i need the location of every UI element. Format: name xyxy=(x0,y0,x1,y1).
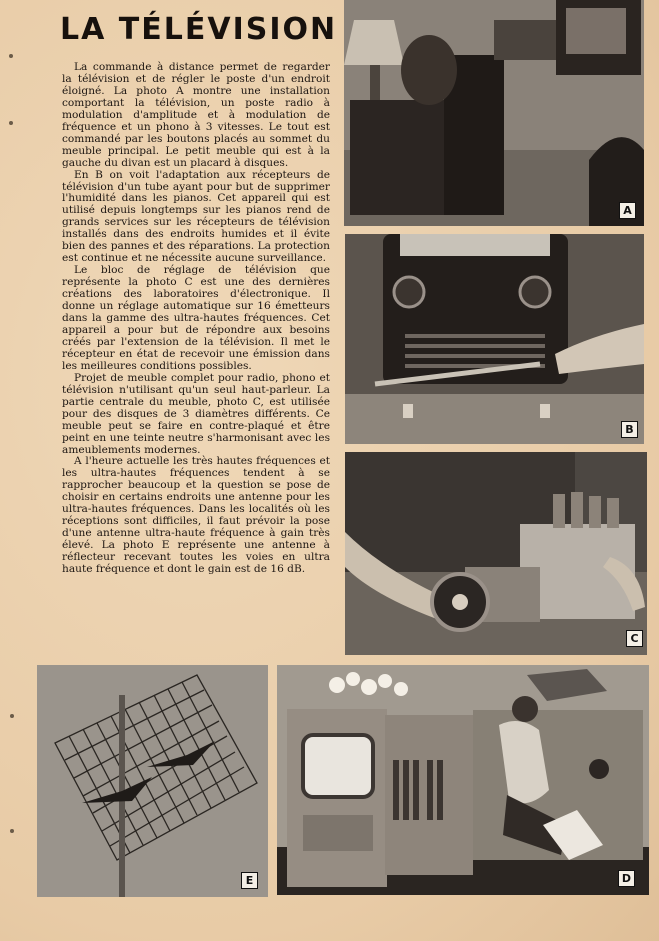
article-body xyxy=(62,62,330,576)
page-title: LA TÉLÉVISION xyxy=(60,12,338,47)
photo-a-living-room xyxy=(344,0,644,226)
photo-c-label: C xyxy=(626,630,643,647)
photo-d-furniture xyxy=(277,665,649,895)
photo-b-label: B xyxy=(621,421,638,438)
photo-d-label: D xyxy=(618,870,635,887)
paragraph-remote-control: La commande à distance permet de regarder la télévision et de régler le poste d'un endroit éloigné. La photo A montre une installation comportant la télévision, un poste radio à modulation d'amplitude et à modulation de fréquence et un phono à 3 vitesses. Le tout est commandé par les boutons placés au sommet du meuble principal. Le petit meuble qui est à la gauche du divan est un placard à disques. xyxy=(62,61,330,169)
paragraph-uhf-antenna: A l'heure actuelle les très hautes fréquences et les ultra-hautes fréquences tendent à se rapprocher beaucoup et la question se pose de choisir en certains endroits une antenne pour les ultra-hautes fréquences. Dans les localités où les réceptions sont difficiles, il faut prévoir la pose d'une antenne ultra-haute fréquence à gain très élevé. La photo E représente une antenne à réflecteur recevant toutes les voies en ultra haute fréquence et dont le gain est de 16 dB. xyxy=(62,455,330,576)
paragraph-furniture-project: Projet de meuble complet pour radio, phono et télévision n'utilisant qu'un seul haut-parleur. La partie centrale du meuble, photo C, est utilisée pour des disques de 3 diamètres différents. Ce meuble peut se faire en contre-plaqué et être peint en une teinte neutre s'harmonisant avec les ameublements modernes. xyxy=(62,371,330,456)
margin-mark xyxy=(10,714,14,718)
margin-mark xyxy=(10,829,14,833)
margin-mark xyxy=(9,121,13,125)
paragraph-humidity-tube: En B on voit l'adaptation aux récepteurs de télévision d'un tube ayant pour but de supprimer l'humidité dans les pianos. Cet appareil qui est utilisé depuis longtemps sur les pianos rend de grands services sur les récepteurs de télévision installés dans des endroits humides et il évite bien des pannes et des réparations. La protection est continue et ne nécessite aucune surveillance. xyxy=(62,168,330,265)
paragraph-tuning-block: Le bloc de réglage de télévision que représente la photo C est une des dernières créations des laboratoires d'électronique. Il donne un réglage automatique sur 16 émetteurs dans la gamme des ultra-hautes fréquences. Cet appareil a pour but de répondre aux besoins créés par l'extension de la télévision. Il met le récepteur en état de recevoir une émission dans les meilleures conditions possibles. xyxy=(62,264,330,372)
photo-e-label: E xyxy=(241,872,258,889)
photo-e-antenna xyxy=(37,665,268,897)
photo-a-label: A xyxy=(619,202,636,219)
photo-b-television-tube xyxy=(345,234,644,444)
photo-c-tuning-block xyxy=(345,452,647,655)
margin-mark xyxy=(9,54,13,58)
